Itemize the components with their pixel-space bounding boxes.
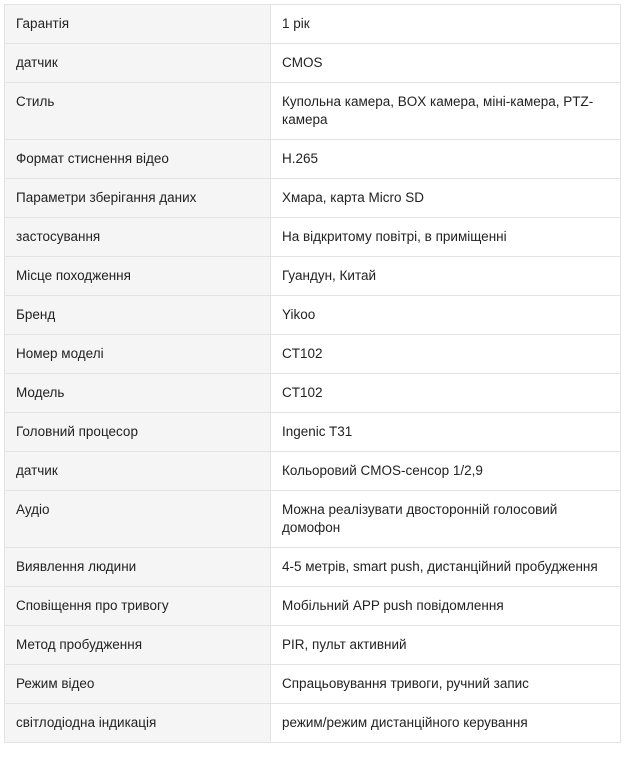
- row-value: Yikoo: [271, 296, 621, 335]
- table-row: [5, 626, 621, 665]
- row-label: Стиль: [5, 83, 271, 140]
- row-value: режим/режим дистанційного керування: [271, 704, 621, 743]
- row-value: Гуандун, Китай: [271, 257, 621, 296]
- row-label: Виявлення людини: [5, 548, 271, 587]
- table-row: [5, 218, 621, 257]
- table-row: [5, 491, 621, 548]
- table-row: [5, 257, 621, 296]
- row-label: Метод пробудження: [5, 626, 271, 665]
- row-label: Гарантія: [5, 5, 271, 44]
- row-label: датчик: [5, 44, 271, 83]
- row-value: CMOS: [271, 44, 621, 83]
- row-value: Кольоровий CMOS-сенсор 1/2,9: [271, 452, 621, 491]
- row-value: 4-5 метрів, smart push, дистанційний пробудження: [271, 548, 621, 587]
- row-value: CT102: [271, 374, 621, 413]
- table-row: [5, 587, 621, 626]
- table-row: [5, 374, 621, 413]
- table-row: [5, 413, 621, 452]
- row-label: Сповіщення про тривогу: [5, 587, 271, 626]
- spec-table-body: [5, 5, 621, 743]
- table-row: [5, 665, 621, 704]
- table-row: [5, 140, 621, 179]
- row-value: На відкритому повітрі, в приміщенні: [271, 218, 621, 257]
- table-row: [5, 179, 621, 218]
- table-row: [5, 83, 621, 140]
- table-row: [5, 44, 621, 83]
- row-label: Параметри зберігання даних: [5, 179, 271, 218]
- row-value: H.265: [271, 140, 621, 179]
- row-value: CT102: [271, 335, 621, 374]
- row-label: Номер моделі: [5, 335, 271, 374]
- row-value: Хмара, карта Micro SD: [271, 179, 621, 218]
- row-value: Мобільний APP push повідомлення: [271, 587, 621, 626]
- row-value: Ingenic T31: [271, 413, 621, 452]
- row-value: Спрацьовування тривоги, ручний запис: [271, 665, 621, 704]
- spec-table: [4, 4, 621, 743]
- table-row: [5, 548, 621, 587]
- row-label: Місце походження: [5, 257, 271, 296]
- row-value: PIR, пульт активний: [271, 626, 621, 665]
- row-label: застосування: [5, 218, 271, 257]
- table-row: [5, 296, 621, 335]
- row-label: Модель: [5, 374, 271, 413]
- row-label: Аудіо: [5, 491, 271, 548]
- row-value: 1 рік: [271, 5, 621, 44]
- table-row: [5, 452, 621, 491]
- table-row: [5, 335, 621, 374]
- row-label: Формат стиснення відео: [5, 140, 271, 179]
- row-label: Бренд: [5, 296, 271, 335]
- row-label: світлодіодна індикація: [5, 704, 271, 743]
- row-value: Можна реалізувати двосторонній голосовий домофон: [271, 491, 621, 548]
- table-row: [5, 5, 621, 44]
- row-label: Режим відео: [5, 665, 271, 704]
- row-label: Головний процесор: [5, 413, 271, 452]
- table-row: [5, 704, 621, 743]
- row-value: Купольна камера, BOX камера, міні-камера, PTZ-камера: [271, 83, 621, 140]
- row-label: датчик: [5, 452, 271, 491]
